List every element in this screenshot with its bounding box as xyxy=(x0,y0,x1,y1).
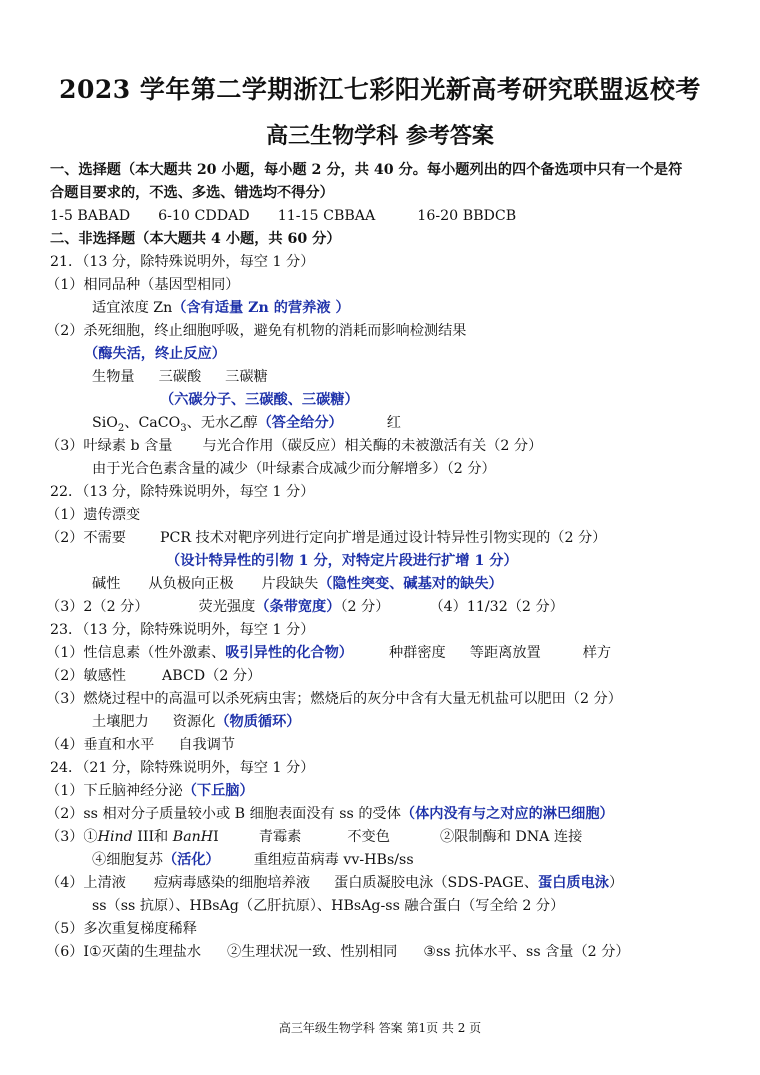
q24-part6: （6）I①灭菌的生理盐水 ②生理状况一致、性别相同 ③ss 抗体水平、ss 含量（2 分） xyxy=(46,944,630,960)
q21-part2-note: （酶失活，终止反应） xyxy=(84,346,226,362)
q23-header: 23．（13 分，除特殊说明外，每空 1 分） xyxy=(50,622,315,638)
q21-part1-line2: 适宜浓度 Zn（含有适量 Zn 的营养液 ） xyxy=(92,300,350,316)
q23-part4: （4）垂直和水平 自我调节 xyxy=(46,737,236,753)
q24-part4: （4）上清液 痘病毒感染的细胞培养液 蛋白质凝胶电泳（SDS-PAGE、蛋白质电泳） xyxy=(46,875,624,891)
mc-answers-row xyxy=(50,206,740,226)
section2-heading: 二、非选择题（本大题共 4 小题，共 60 分） xyxy=(50,231,341,247)
q24-part3: （3）①Hind III和 BanHI 青霉素 不变色 ②限制酶和 DNA 连接 xyxy=(46,829,583,845)
q21-part1-note: （含有适量 Zn 的营养液 ） xyxy=(172,300,350,316)
q24-part3-line2: ④细胞复苏（活化） 重组痘苗病毒 vv-HBs/ss xyxy=(92,852,414,868)
q21-part2-note2: （六碳分子、三碳酸、三碳糖） xyxy=(160,392,359,408)
q22-part2-note2: （隐性突变、碱基对的缺失） xyxy=(318,576,503,592)
q22-header: 22．（13 分，除特殊说明外，每空 1 分） xyxy=(50,484,315,500)
mc-answer-1-5: 1-5 BABAD xyxy=(50,208,131,224)
section1-heading: 一、选择题（本大题共 20 小题，每小题 2 分，共 40 分。每小题列出的四个备选项中只有一个是符 xyxy=(50,162,683,178)
q22-part2: （2）不需要 PCR 技术对靶序列进行定向扩增是通过设计特异性引物实现的（2 分） xyxy=(46,530,607,546)
q24-part2: （2）ss 相对分子质量较小或 B 细胞表面没有 ss 的受体（体内没有与之对应的淋巴细胞） xyxy=(46,806,614,822)
q22-part1: （1）遗传漂变 xyxy=(46,507,141,523)
q24-part2-note: （体内没有与之对应的淋巴细胞） xyxy=(400,806,614,822)
page-footer: 高三年级生物学科 答案 第1页 共 2 页 xyxy=(278,1021,482,1035)
mc-answer-11-15: 11-15 CBBAA xyxy=(277,208,376,224)
q24-part4-note: 蛋白质电泳 xyxy=(538,875,609,891)
page-title: 2023 学年第二学期浙江七彩阳光新高考研究联盟返校考 xyxy=(59,75,701,104)
q24-part3-note: （活化） xyxy=(162,852,220,868)
mc-answer-6-10: 6-10 CDDAD xyxy=(158,208,250,224)
section1-heading-cont: 合题目要求的，不选、多选、错选均不得分） xyxy=(50,185,334,201)
q24-part5: （5）多次重复梯度稀释 xyxy=(46,921,197,937)
q23-part2: （2）敏感性 ABCD（2 分） xyxy=(46,668,262,684)
q21-part2-line3: SiO$_2$、CaCO$_3$、无水乙醇（答全给分） 红 xyxy=(92,415,401,434)
mc-answer-16-20: 16-20 BBDCB xyxy=(417,208,517,224)
q21-part3-line2: 由于光合色素含量的减少（叶绿素合成减少而分解增多）（2 分） xyxy=(92,461,496,477)
q22-part2-note: （设计特异性的引物 1 分，对特定片段进行扩增 1 分） xyxy=(166,553,518,569)
q21-answer-complete-note: （答全给分） xyxy=(257,415,343,431)
q23-part1: （1）性信息素（性外激素、吸引异性的化合物） 种群密度 等距离放置 样方 xyxy=(46,645,612,661)
q22-part2-line3: 碱性 从负极向正极 片段缺失（隐性突变、碱基对的缺失） xyxy=(92,576,503,592)
q24-part1-note: （下丘脑） xyxy=(182,783,254,799)
page-subtitle: 高三生物学科 参考答案 xyxy=(266,123,494,149)
q21-part3: （3）叶绿素 b 含量 与光合作用（碳反应）相关酶的未被激活有关（2 分） xyxy=(46,438,543,454)
q22-part3-note: （条带宽度） xyxy=(255,599,341,615)
q24-part4-line2: ss（ss 抗原）、HBsAg（乙肝抗原）、HBsAg-ss 融合蛋白（写全给 2 分） xyxy=(92,898,565,914)
q23-part3-line2: 土壤肥力 资源化（物质循环） xyxy=(92,714,301,730)
q21-part2-line2: 生物量 三碳酸 三碳糖 xyxy=(92,369,268,385)
q22-part3-4: （3）2（2 分） 荧光强度（条带宽度）（2 分） （4）11/32（2 分） xyxy=(46,599,564,615)
q21-part2: （2）杀死细胞，终止细胞呼吸，避免有机物的消耗而影响检测结果 xyxy=(46,323,467,339)
q21-header: 21．（13 分，除特殊说明外，每空 1 分） xyxy=(50,254,315,270)
q23-part3-note: （物质循环） xyxy=(215,714,301,730)
q23-part1-note: 吸引异性的化合物） xyxy=(225,645,353,661)
q21-part1: （1）相同品种（基因型相同） xyxy=(46,277,240,293)
q23-part3: （3）燃烧过程中的高温可以杀死病虫害；燃烧后的灰分中含有大量无机盐可以肥田（2 分） xyxy=(46,691,622,707)
q24-header: 24．（21 分，除特殊说明外，每空 1 分） xyxy=(50,760,315,776)
q24-part1: （1）下丘脑神经分泌（下丘脑） xyxy=(46,783,254,799)
